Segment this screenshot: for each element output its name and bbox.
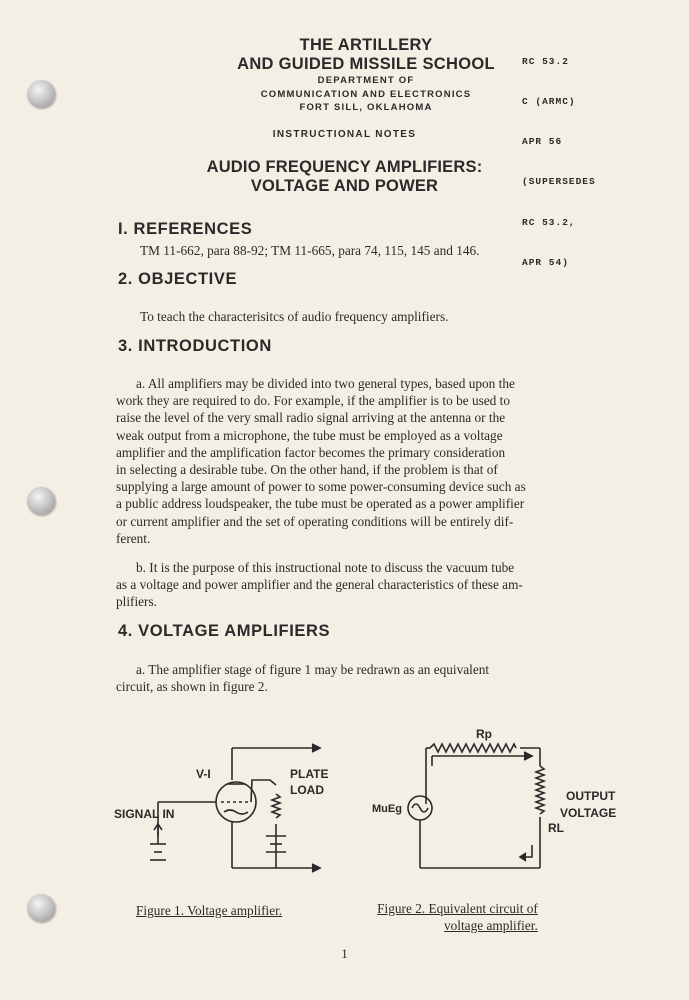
ref-line: APR 54): [522, 256, 569, 268]
paragraph-line: circuit, as shown in figure 2.: [116, 679, 268, 695]
paragraph-line: or current amplifier and the set of operating conditions will be entirely dif-: [116, 513, 514, 529]
arrow-icon: [312, 744, 320, 752]
school-header: [218, 36, 514, 115]
plate-load-resistor-icon: [272, 794, 280, 818]
rp-resistor-icon: [430, 744, 516, 752]
instructional-notes-label: INSTRUCTIONAL NOTES: [272, 129, 417, 140]
heading-references: I. REFERENCES: [118, 220, 253, 238]
figure-2-caption: [370, 900, 538, 934]
figure-2-caption-line1: Figure 2. Equivalent circuit of: [377, 901, 538, 916]
tube-label: V-I: [196, 767, 211, 781]
paragraph-line: in selecting a desirable tube. On the other hand, if the problem is that of: [116, 462, 498, 478]
objective-text: To teach the characterisitcs of audio frequency amplifiers.: [140, 309, 449, 324]
ref-line: (SUPERSEDES: [522, 176, 596, 188]
paragraph-line: ferent.: [116, 530, 151, 546]
paragraph-line: amplifier and the amplification factor becomes the primary consideration: [116, 444, 506, 460]
heading-introduction: 3. INTRODUCTION: [118, 337, 272, 355]
figure-2-caption-line2: voltage amplifier.: [444, 918, 538, 933]
school-name-line1: THE ARTILLERY: [299, 36, 433, 54]
paragraph-line: work they are required to do. For example, if the amplifier is to be used to: [116, 393, 510, 409]
punch-hole: [27, 80, 55, 108]
paragraph-line: plifiers.: [116, 594, 157, 610]
ref-line: RC 53.2: [522, 55, 569, 67]
paragraph-line: a. The amplifier stage of figure 1 may be redrawn as an equivalent: [136, 662, 490, 677]
title-line1: AUDIO FREQUENCY AMPLIFIERS:: [206, 158, 483, 176]
punch-hole: [27, 487, 55, 515]
references-text: TM 11-662, para 88-92; TM 11-665, para 74, 115, 145 and 146.: [140, 243, 480, 258]
department-line2: COMMUNICATION AND ELECTRONICS: [260, 88, 472, 100]
paragraph-line: a public address loudspeaker, the tube must be operated as a power amplifier: [116, 496, 525, 512]
document-title: [0, 158, 689, 196]
output-voltage-label: VOLTAGE: [560, 806, 617, 820]
introduction-paragraph-a: [116, 375, 638, 547]
introduction-paragraph-b: [116, 559, 638, 611]
ref-line: APR 56: [522, 136, 563, 148]
location: FORT SILL, OKLAHOMA: [299, 102, 433, 113]
plate-load-label: PLATE: [290, 767, 329, 781]
heading-objective: 2. OBJECTIVE: [118, 270, 238, 288]
title-line2: VOLTAGE AND POWER: [250, 177, 439, 195]
plate-load-label: LOAD: [290, 783, 324, 797]
paragraph-line: as a voltage and power amplifier and the general characteristics of these am-: [116, 577, 523, 593]
rl-label: RL: [548, 821, 564, 835]
paragraph-line: raise the level of the very small radio signal arriving at the antenna or the: [116, 410, 506, 426]
voltage-amplifiers-paragraph-a: [116, 661, 638, 695]
figure-1-diagram: [0, 720, 689, 920]
output-voltage-label: OUTPUT: [566, 789, 616, 803]
source-label: MuEg: [372, 803, 402, 815]
rl-resistor-icon: [536, 766, 544, 814]
paragraph-line: b. It is the purpose of this instructional note to discuss the vacuum tube: [136, 560, 515, 575]
ref-line: C (ARMC): [522, 96, 576, 108]
paragraph-line: weak output from a microphone, the tube must be employed as a voltage: [116, 427, 503, 443]
page-number: 1: [341, 946, 348, 961]
heading-voltage-amplifiers: 4. VOLTAGE AMPLIFIERS: [118, 622, 331, 640]
figure-1-caption: Figure 1. Voltage amplifier.: [136, 903, 283, 918]
signal-in-label: SIGNAL IN: [114, 807, 175, 821]
department-line1: DEPARTMENT OF: [317, 75, 415, 86]
paragraph-line: a. All amplifiers may be divided into two general types, based upon the: [136, 376, 515, 391]
ref-line: RC 53.2,: [522, 216, 576, 228]
paragraph-line: supplying a large amount of power to some power-consuming device such as: [116, 479, 526, 495]
rp-label: Rp: [476, 727, 492, 741]
school-name-line2: AND GUIDED MISSILE SCHOOL: [237, 55, 495, 73]
